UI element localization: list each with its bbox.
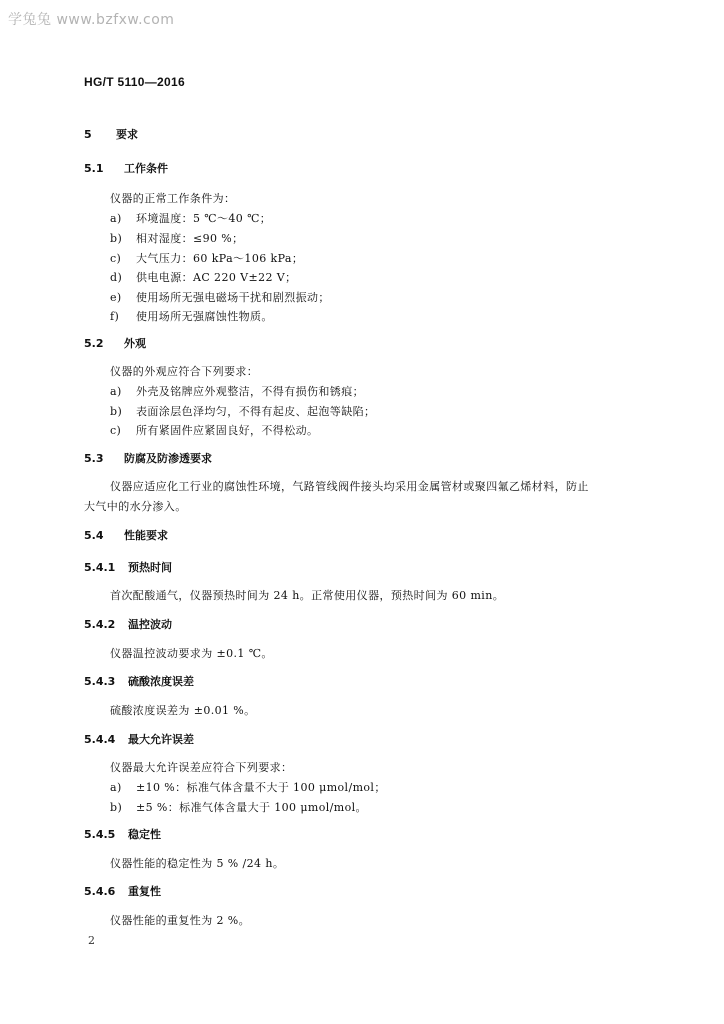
list-item — [110, 269, 297, 285]
list-text: 大气压力：60 kPa～106 kPa； — [136, 252, 304, 265]
list-text: 供电电源：AC 220 V±22 V； — [136, 271, 297, 284]
paragraph: 仪器的正常工作条件为： — [110, 192, 236, 205]
section-title: 性能要求 — [124, 529, 168, 542]
list-text: ±10 %：标准气体含量不大于 100 μmol/mol； — [136, 781, 386, 794]
paragraph-continuation: 大气中的水分渗入。 — [84, 500, 187, 513]
section-number: 5.4.3 — [84, 675, 116, 688]
paragraph: 仪器性能的重复性为 2 %。 — [110, 914, 251, 927]
section-number: 5.4.2 — [84, 618, 116, 631]
section-title: 预热时间 — [128, 561, 172, 574]
section-heading-5-1 — [84, 160, 168, 176]
section-number: 5.4.4 — [84, 733, 116, 746]
list-item — [110, 250, 303, 266]
list-item — [110, 383, 364, 399]
list-text: 使用场所无强电磁场干扰和剧烈振动； — [136, 291, 330, 304]
list-text: 使用场所无强腐蚀性物质。 — [136, 310, 273, 323]
section-heading-5-4-4 — [84, 731, 194, 747]
list-marker: d) — [110, 271, 123, 284]
list-text: 所有紧固件应紧固良好，不得松动。 — [136, 424, 319, 437]
section-number: 5 — [84, 128, 92, 141]
list-item — [110, 210, 271, 226]
section-heading-5-2 — [84, 335, 146, 351]
list-marker: c) — [110, 424, 122, 437]
list-marker: b) — [110, 405, 123, 418]
paragraph: 仪器性能的稳定性为 5 % /24 h。 — [110, 857, 285, 870]
section-heading-5-4-6 — [84, 883, 161, 899]
section-heading-5-4 — [84, 527, 168, 543]
list-item — [110, 403, 375, 419]
watermark: 学兔兔 www.bzfxw.com — [8, 12, 175, 28]
section-title: 最大允许误差 — [128, 733, 194, 746]
section-title: 硫酸浓度误差 — [128, 675, 194, 688]
section-title: 外观 — [124, 337, 146, 350]
section-number: 5.4.6 — [84, 885, 116, 898]
paragraph: 首次配酸通气，仪器预热时间为 24 h。正常使用仪器，预热时间为 60 min。 — [110, 589, 505, 602]
paragraph: 仪器最大允许误差应符合下列要求： — [110, 761, 293, 774]
section-heading-5-3 — [84, 450, 212, 466]
page-number: 2 — [88, 934, 95, 947]
list-text: 相对湿度：≤90 %； — [136, 232, 244, 245]
section-title: 防腐及防渗透要求 — [124, 452, 212, 465]
paragraph: 仪器的外观应符合下列要求： — [110, 365, 259, 378]
section-heading-5-4-1 — [84, 559, 172, 575]
section-title: 温控波动 — [128, 618, 172, 631]
list-item — [110, 779, 386, 795]
list-item — [110, 230, 244, 246]
list-item — [110, 422, 318, 438]
list-marker: b) — [110, 801, 123, 814]
section-number: 5.4.5 — [84, 828, 116, 841]
paragraph: 仪器应适应化工行业的腐蚀性环境，气路管线阀件接头均采用金属管材或聚四氟乙烯材料，防止 — [110, 480, 589, 493]
list-marker: b) — [110, 232, 123, 245]
list-marker: a) — [110, 385, 122, 398]
section-title: 工作条件 — [124, 162, 168, 175]
section-title: 稳定性 — [128, 828, 161, 841]
section-title: 要求 — [116, 128, 138, 141]
list-marker: f) — [110, 310, 120, 323]
section-heading-5 — [84, 126, 138, 142]
list-marker: c) — [110, 252, 122, 265]
section-number: 5.1 — [84, 162, 104, 175]
list-marker: e) — [110, 291, 122, 304]
list-item — [110, 308, 273, 324]
list-text: 外壳及铭牌应外观整洁，不得有损伤和锈痕； — [136, 385, 364, 398]
list-item — [110, 799, 367, 815]
list-text: ±5 %：标准气体含量大于 100 μmol/mol。 — [136, 801, 367, 814]
section-number: 5.2 — [84, 337, 104, 350]
section-heading-5-4-2 — [84, 616, 172, 632]
paragraph: 仪器温控波动要求为 ±0.1 ℃。 — [110, 647, 273, 660]
section-title: 重复性 — [128, 885, 161, 898]
list-item — [110, 289, 330, 305]
list-text: 环境温度：5 ℃～40 ℃； — [136, 212, 272, 225]
paragraph: 硫酸浓度误差为 ±0.01 %。 — [110, 704, 256, 717]
list-marker: a) — [110, 212, 122, 225]
list-text: 表面涂层色泽均匀，不得有起皮、起泡等缺陷； — [136, 405, 376, 418]
list-marker: a) — [110, 781, 122, 794]
section-number: 5.4.1 — [84, 561, 116, 574]
section-heading-5-4-3 — [84, 673, 194, 689]
standard-number: HG/T 5110—2016 — [84, 75, 185, 89]
section-number: 5.3 — [84, 452, 104, 465]
section-number: 5.4 — [84, 529, 104, 542]
section-heading-5-4-5 — [84, 826, 161, 842]
